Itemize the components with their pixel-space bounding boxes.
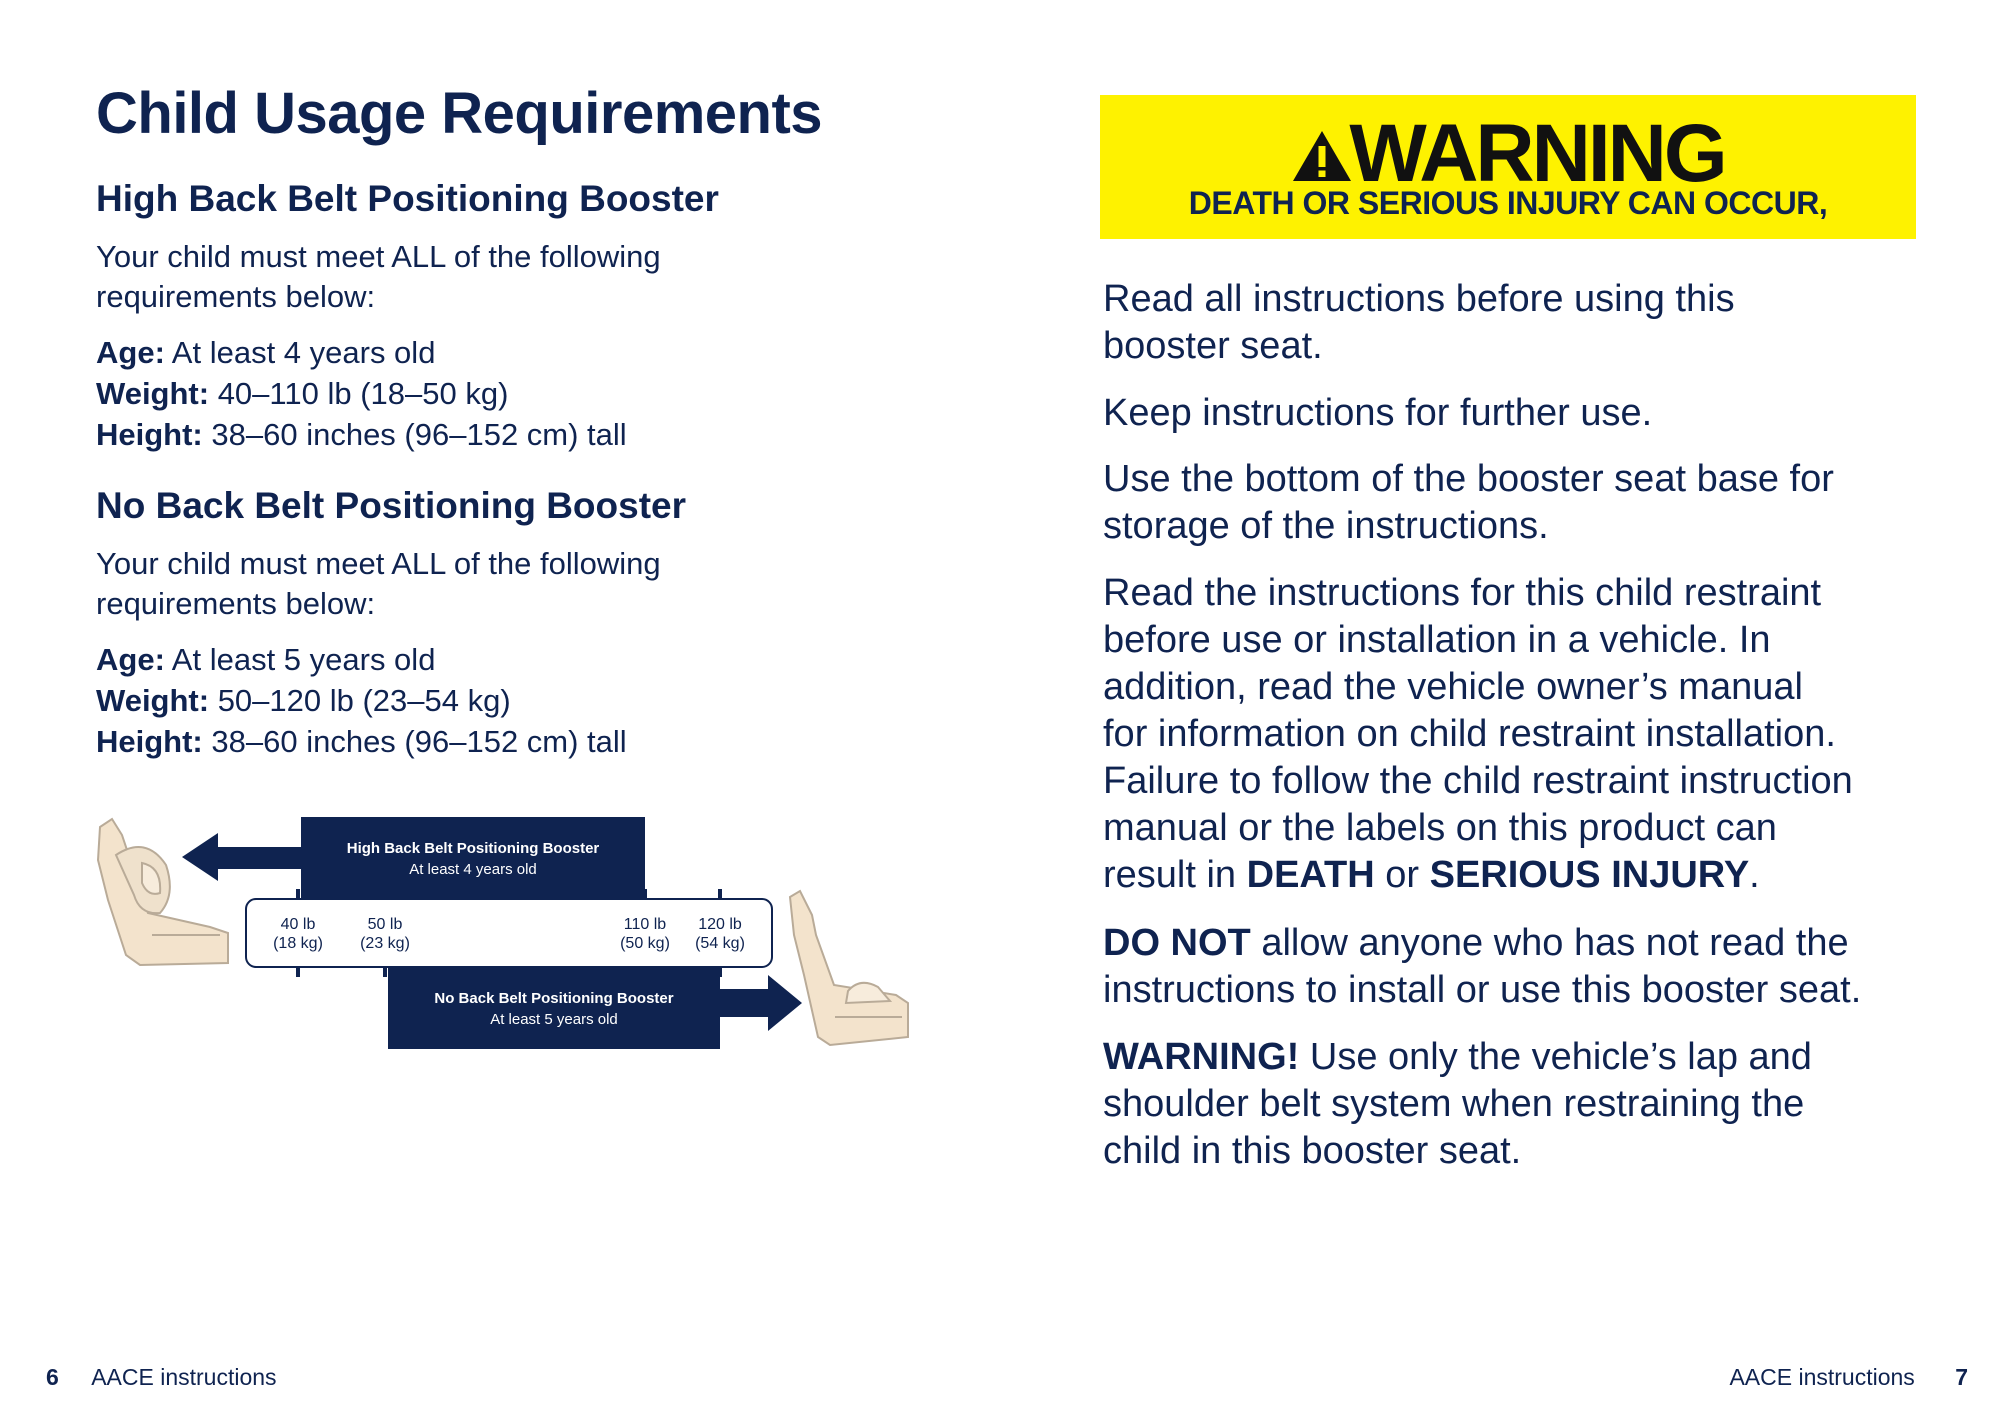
page-number-left: 6 [46,1364,59,1390]
scale-lb-40: 40 lb [280,916,316,933]
age-value: At least 5 years old [164,642,436,677]
p6-warning: WARNING! [1103,1036,1300,1078]
p6-line1 [1103,1034,1923,1081]
weight-value: 40–110 lb (18–50 kg) [209,376,509,411]
weight-value: 50–120 lb (23–54 kg) [209,683,511,718]
footer-left-text: AACE instructions [91,1364,277,1390]
no-back-seat-illustration [790,891,908,1045]
high-back-range-bar [301,817,645,899]
age-label: Age: [96,335,165,370]
no-back-intro-line2: requirements below: [96,586,376,621]
p4-line2: before use or installation in a vehicle. In [1103,619,1771,661]
high-back-range-sub: At least 4 years old [409,861,537,878]
p3-line1: Use the bottom of the booster seat base for [1103,458,1834,500]
age-value: At least 4 years old [164,335,436,370]
p6-line1-rest: Use only the vehicle’s lap and [1299,1036,1812,1078]
high-back-intro-line1: Your child must meet ALL of the following [96,239,661,274]
page-number-right: 7 [1955,1364,1968,1390]
scale-kg-18: (18 kg) [273,935,323,952]
right-paragraph-3 [1103,456,1923,550]
scale-lb-120: 120 lb [698,916,742,933]
p5-line1 [1103,920,1923,967]
footer-right [1729,1364,1968,1391]
scale-kg-54: (54 kg) [695,935,745,952]
right-paragraph-1 [1103,276,1923,370]
right-paragraph-6 [1103,1034,1923,1175]
p4-line7-death: DEATH [1246,854,1375,896]
p4-line7 [1103,852,1923,899]
p4-line7-serious-injury: SERIOUS INJURY [1429,854,1750,896]
weight-label: Weight: [96,683,210,718]
high-back-age [96,332,627,373]
p2-line1: Keep instructions for further use. [1103,392,1653,434]
high-back-arrow [182,833,310,881]
no-back-arrow [718,975,802,1031]
no-back-requirements [96,639,627,762]
scale-lb-50: 50 lb [367,916,403,933]
p4-line3: addition, read the vehicle owner’s manual [1103,666,1803,708]
p4-line7-a: result in [1103,854,1247,896]
no-back-range-title: No Back Belt Positioning Booster [434,990,674,1007]
no-back-intro [96,544,661,624]
page-title: Child Usage Requirements [96,81,823,146]
p4-line1: Read the instructions for this child restraint [1103,572,1822,614]
p1-line1: Read all instructions before using this [1103,278,1735,320]
warning-headline [1100,108,1916,199]
p6-line3: child in this booster seat. [1103,1130,1522,1172]
p4-line4: for information on child restraint installation. [1103,713,1836,755]
p4-line5: Failure to follow the child restraint instruction [1103,760,1853,802]
scale-kg-50: (50 kg) [620,935,670,952]
warning-headline-text: WARNING [1349,108,1725,199]
p6-line2: shoulder belt system when restraining the [1103,1083,1805,1125]
footer-right-text: AACE instructions [1729,1364,1915,1390]
p3-line2: storage of the instructions. [1103,505,1549,547]
scale-kg-23: (23 kg) [360,935,410,952]
p5-do-not: DO NOT [1103,922,1251,964]
height-label: Height: [96,417,203,452]
high-back-intro-line2: requirements below: [96,279,376,314]
high-back-heading: High Back Belt Positioning Booster [96,178,719,219]
no-back-height [96,721,627,762]
p4-line7-c: or [1374,854,1430,896]
age-label: Age: [96,642,165,677]
high-back-height [96,414,627,455]
footer-left [46,1364,277,1391]
no-back-range-sub: At least 5 years old [490,1011,618,1028]
right-paragraph-4 [1103,570,1923,899]
p5-line2: instructions to install or use this booster seat. [1103,969,1862,1011]
scale-lb-110: 110 lb [623,916,667,933]
height-label: Height: [96,724,203,759]
weight-scale-box [246,899,772,967]
p4-line6: manual or the labels on this product can [1103,807,1777,849]
warning-triangle-icon [1291,129,1353,183]
height-value: 38–60 inches (96–152 cm) tall [202,417,627,452]
height-value: 38–60 inches (96–152 cm) tall [202,724,627,759]
high-back-requirements [96,332,627,455]
no-back-range-bar [388,967,720,1049]
p5-line1-rest: allow anyone who has not read the [1250,922,1849,964]
right-paragraph-2 [1103,390,1923,437]
right-paragraph-5 [1103,920,1923,1014]
p4-line7-e: . [1749,854,1760,896]
warning-subline: DEATH OR SERIOUS INJURY CAN OCCUR, [1188,185,1828,221]
no-back-age [96,639,627,680]
warning-banner [1100,95,1916,239]
high-back-weight [96,373,627,414]
no-back-heading: No Back Belt Positioning Booster [96,485,687,526]
no-back-intro-line1: Your child must meet ALL of the following [96,546,661,581]
high-back-range-title: High Back Belt Positioning Booster [346,840,600,857]
weight-label: Weight: [96,376,210,411]
high-back-intro [96,237,661,317]
p1-line2: booster seat. [1103,325,1323,367]
no-back-weight [96,680,627,721]
booster-weight-range-diagram [90,805,930,1075]
